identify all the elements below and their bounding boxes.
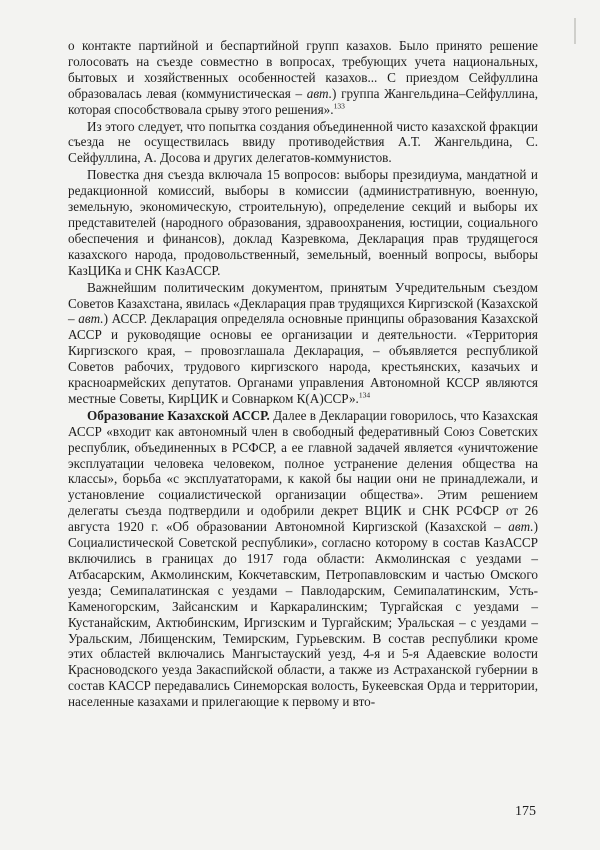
- paragraph-4: [68, 280, 538, 407]
- paragraph-1-text-2: ) группа Жангельдина–Сейфуллина, которая способствовала срыву этого решения».: [68, 85, 538, 117]
- paragraph-4-text-2: ) АССР. Декларация определяла основные принципы образования Казахской АССР и руководящие основы ее организации и деятельности. «Территория Киргизского края, – провозглашала Декларация, – объявляется республикой Советов рабочих, трудового киргизского народа, крестьянских, казачьих и красноармейских депутатов. Органами управления Автономной КССР являются местные Советы, КирЦИК и Совнарком К(А)ССР».: [68, 311, 539, 406]
- paragraph-5-text-1: Далее в Декларации говорилось, что Казахская АССР «входит как автономный член в свободный федеративный Союз Советских республик, объединенных в РСФСР, а ее главной задачей является «уничтожение эксплуатации человека человеком, полное устранение деления общества на классы», борьба «с эксплуататорами, к какой бы нации они не принадлежали, и установление социалистической организации общества». Этим решением делегаты съезда подтвердили и одобрили декрет ВЦИК и СНК РСФСР от 26 августа 1920 г. «Об образовании Автономной Киргизской (Казахской –: [68, 407, 538, 535]
- paragraph-3-text: Повестка дня съезда включала 15 вопросов: выборы президиума, мандатной и редакционной комиссий, выборы в комиссии (административную, военную, земельную, экономическую, строительную), определение секций и выборы их представителей (народного образования, здравоохранения, юстиции, социального обеспечения и финансов), доклад Казревкома, Декларация прав трудящегося казахского народа, продовольственный, земельный, военный вопросы, выборы КазЦИКа и СНК КазАССР.: [68, 167, 538, 278]
- author-note-2: авт.: [78, 311, 104, 327]
- paragraph-2: [68, 119, 538, 167]
- author-note-3: авт.: [508, 519, 534, 535]
- paragraph-4-text-1: Важнейшим политическим документом, принятым Учредительным съездом Советов Казахстана, явилась «Декларация прав трудящихся Киргизской (Казахской –: [68, 279, 538, 327]
- page-number: 175: [515, 804, 536, 819]
- footnote-ref-133: 133: [333, 101, 345, 111]
- scan-edge-mark: [574, 18, 576, 44]
- author-note-1: авт.: [306, 85, 333, 101]
- paragraph-3: [68, 167, 538, 278]
- page-body: [68, 38, 538, 710]
- paragraph-1: [68, 38, 538, 118]
- section-heading: Образование Казахской АССР.: [87, 407, 270, 423]
- paragraph-1-text-1: о контакте партийной и беспартийной групп казахов. Было принято решение голосовать на съезде совместно в вопросах, требующих учета национальных, бытовых и хозяйственных особенностей казахов... С приездом Сейфуллина образовалась левая (коммунистическая –: [68, 38, 538, 101]
- paragraph-2-text: Из этого следует, что попытка создания объединенной чисто казахской фракции съезда не осуществилась ввиду противодействия А.Т. Жангельдина, С. Сейфуллина, А. Досова и других делегатов-коммунистов.: [68, 118, 538, 166]
- paragraph-5: [68, 408, 538, 710]
- paragraph-5-text-2: ) Социалистической Советской республики», согласно которому в состав КазАССР включились в границах до 1917 года области: Акмолинская с уездами – Атбасарским, Акмолинским, Кокчетавским, Петропавловским и частью Омского уезда; Семипалатинская с уездами – Павлодарским, Семипалатинским, Усть-Каменогорским, Зайсанским и Каркаралинским; Тургайская с уездами – Кустанайским, Актюбинским, Иргизским и Тургайским; Уральская – с уездами – Уральским, Лбищенским, Темирским, Гурьевским. В состав республики кроме этих областей включались Мангыстауский уезд, 4-я и 5-я Адаевские волости Красноводского уезда Закаспийской области, а также из Астраханской губернии в состав КАССР передавались Синеморская волость, Букеевская Орда и территории, населенные казахами и прилегающие к первому и вто-: [68, 519, 538, 710]
- footnote-ref-134: 134: [358, 390, 371, 400]
